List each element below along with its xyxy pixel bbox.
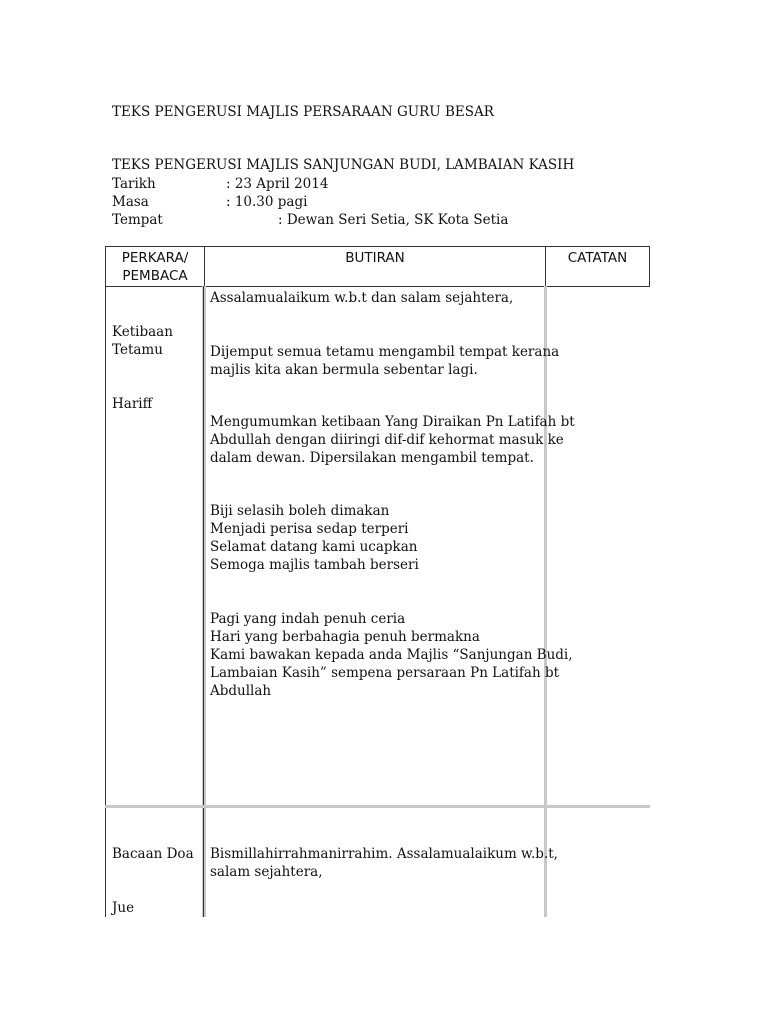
row1-reader: Hariff	[112, 396, 153, 412]
row1-pantun-1	[210, 502, 419, 574]
row2-para-doa-line1: Bismillahirrahmanirrahim. Assalamualaikum w.b.t,	[210, 846, 558, 862]
table-top-border	[105, 246, 650, 247]
row-separator	[105, 805, 650, 808]
row1-pantun-1-line4: Semoga majlis tambah berseri	[210, 557, 419, 573]
row1-pantun-2-line5: Abdullah	[210, 683, 272, 699]
row2-para-doa	[210, 845, 558, 881]
row1-pantun-2	[210, 610, 573, 700]
column-divider-2	[544, 286, 547, 917]
row1-item-line1: Ketibaan	[112, 324, 173, 340]
row1-para-arrival-line3: dalam dewan. Dipersilakan mengambil tempat.	[210, 450, 534, 466]
row2-reader: Jue	[112, 900, 135, 916]
header-perkara-line2: PEMBACA	[122, 268, 188, 284]
header-perkara-line1: PERKARA/	[121, 250, 189, 266]
row1-pantun-2-line1: Pagi yang indah penuh ceria	[210, 611, 406, 627]
row1-para-invite-line1: Dijemput semua tetamu mengambil tempat kerana	[210, 344, 560, 360]
table-left-border	[105, 246, 106, 917]
row1-para-arrival-line2: Abdullah dengan diiringi dif-dif kehormat masuk ke	[210, 432, 564, 448]
row1-pantun-1-line2: Menjadi perisa sedap terperi	[210, 521, 409, 537]
header-catatan: CATATAN	[567, 250, 628, 266]
row2-item: Bacaan Doa	[112, 846, 194, 862]
row1-pantun-2-line2: Hari yang berbahagia penuh bermakna	[210, 629, 480, 645]
row1-para-greeting: Assalamualaikum w.b.t dan salam sejahtera,	[210, 290, 514, 306]
row1-pantun-2-line4: Lambaian Kasih” sempena persaraan Pn Latifah bt	[210, 665, 560, 681]
row1-pantun-2-line3: Kami bawakan kepada anda Majlis “Sanjungan Budi,	[210, 647, 573, 663]
row1-para-invite-line2: majlis kita akan bermula sebentar lagi.	[210, 362, 478, 378]
row1-para-arrival	[210, 413, 575, 467]
row1-item	[112, 323, 173, 359]
meta-time-label: Masa	[112, 194, 149, 210]
document-subtitle: TEKS PENGERUSI MAJLIS SANJUNGAN BUDI, LAMBAIAN KASIH	[112, 157, 575, 173]
meta-time-value: : 10.30 pagi	[226, 194, 308, 210]
meta-date-value: : 23 April 2014	[226, 176, 329, 192]
document-title: TEKS PENGERUSI MAJLIS PERSARAAN GURU BESAR	[112, 104, 494, 120]
table-header-bottom-border	[105, 286, 650, 287]
meta-date-label: Tarikh	[112, 176, 156, 192]
header-butiran: BUTIRAN	[345, 250, 405, 266]
column-divider-1-line	[203, 286, 204, 917]
meta-place-label: Tempat	[112, 212, 163, 228]
table-header-right-border	[649, 246, 650, 286]
row2-para-doa-line2: salam sejahtera,	[210, 864, 323, 880]
row1-item-line2: Tetamu	[112, 342, 163, 358]
meta-place-value: : Dewan Seri Setia, SK Kota Setia	[278, 212, 509, 228]
row1-para-invite	[210, 343, 559, 379]
row1-para-arrival-line1: Mengumumkan ketibaan Yang Diraikan Pn Latifah bt	[210, 414, 575, 430]
row1-pantun-1-line1: Biji selasih boleh dimakan	[210, 503, 390, 519]
header-perkara	[106, 249, 204, 285]
row1-pantun-1-line3: Selamat datang kami ucapkan	[210, 539, 418, 555]
